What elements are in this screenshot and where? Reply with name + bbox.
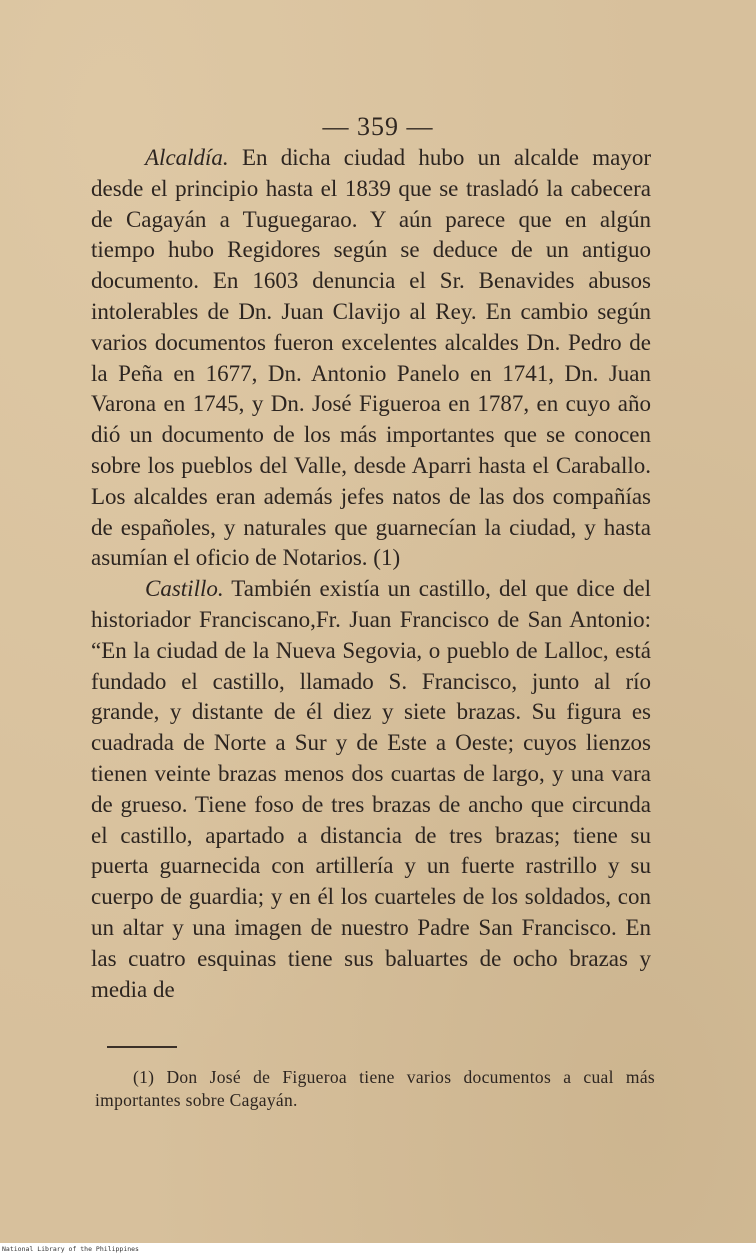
page-number: — 359 —	[322, 112, 434, 141]
paragraph-heading: Castillo.	[145, 576, 224, 602]
paragraph-heading: Alcaldía.	[145, 145, 229, 170]
paragraph-text: En dicha ciudad hubo un alcalde mayor desde el principio hasta el 1839 que se trasladó la cabecera de Cagayán a Tuguegarao. Y aún parece que en algún tiempo hubo Regidores según se deduce de un antiguo documento. En 1603 denuncia el Sr. Benavides abusos intolerables de Dn. Juan Clavijo al Rey. En cambio según varios documentos fueron excelentes alcaldes Dn. Pedro de la Peña en 1677, Dn. Antonio Panelo en 1741, Dn. Juan Varona en 1745, y Dn. José Figueroa en 1787, en cuyo año dió un documento de los más importantes que se conocen sobre los pueblos del Valle, desde Aparri hasta el Caraballo. Los alcaldes eran además jefes natos de las dos compañías de españoles, y naturales que guarnecían la ciudad, y hasta asumían el oficio de Notarios. (1)	[91, 145, 651, 571]
paragraph-castillo	[91, 574, 651, 1005]
footnote-divider	[107, 1046, 177, 1048]
library-stamp: National Library of the Philippines	[2, 1245, 139, 1253]
footnote	[95, 1066, 655, 1112]
body-text	[91, 143, 651, 1005]
paragraph-alcaldia	[91, 143, 651, 574]
paragraph-text: También existía un castillo, del que dice del historiador Franciscano,Fr. Juan Francisco de San Antonio: “En la ciudad de la Nueva Segovia, o pueblo de Lalloc, está fundado el castillo, llamado S. Francisco, junto al río grande, y distante de él diez y siete brazas. Su figura es cuadrada de Norte a Sur y de Este a Oeste; cuyos lienzos tienen veinte brazas menos dos cuartas de largo, y una vara de grueso. Tiene foso de tres brazas de ancho que circunda el castillo, apartado a distancia de tres brazas; tiene su puerta guarnecida con artillería y un fuerte rastrillo y su cuerpo de guardia; y en él los cuarteles de los soldados, con un altar y una imagen de nuestro Padre San Francisco. En las cuatro esquinas tiene sus baluartes de ocho brazas y media de	[91, 576, 651, 1002]
footnote-text: (1) Don José de Figueroa tiene varios documentos a cual más importantes sobre Cagayán.	[95, 1067, 655, 1110]
